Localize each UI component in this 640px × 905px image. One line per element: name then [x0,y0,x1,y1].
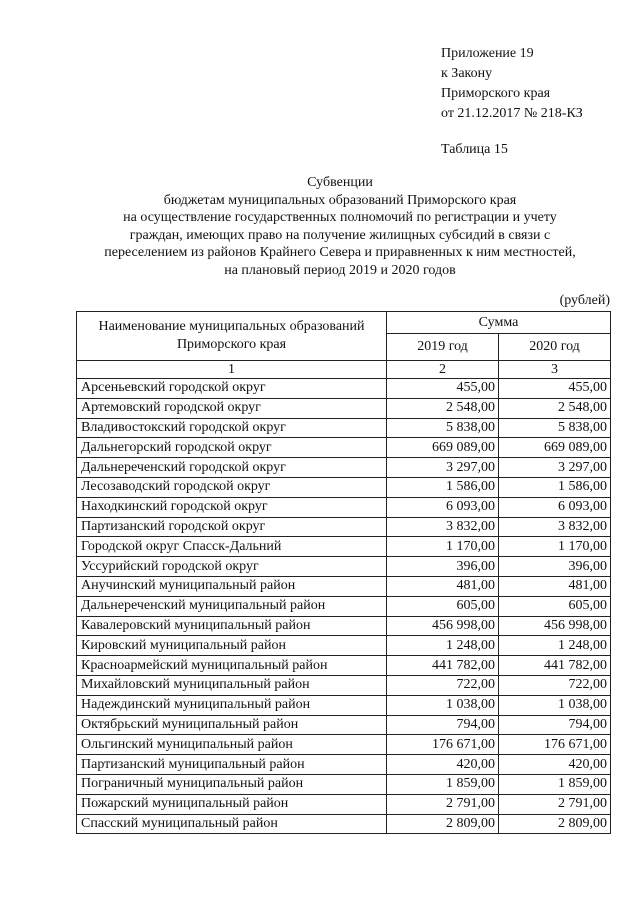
table-row [77,656,611,676]
table-row [77,497,611,517]
title-line: бюджетам муниципальных образований Приморского края [163,192,517,208]
row-2020-value: 669 089,00 [499,438,611,458]
row-2020-value: 420,00 [499,755,611,775]
table-row [77,675,611,695]
row-2020-value: 605,00 [499,596,611,616]
table-row [77,814,611,834]
table-row [77,636,611,656]
appendix-line: к Закону [441,66,493,81]
row-name: Кавалеровский муниципальный район [77,616,387,636]
row-name: Находкинский городской округ [77,497,387,517]
row-name: Уссурийский городской округ [77,557,387,577]
row-2020-value: 5 838,00 [499,418,611,438]
row-2020-value: 794,00 [499,715,611,735]
row-2020-value: 396,00 [499,557,611,577]
row-2020-value: 1 248,00 [499,636,611,656]
header-name-line2: Приморского края [176,337,287,352]
row-2019-value: 669 089,00 [387,438,499,458]
row-2019-value: 794,00 [387,715,499,735]
row-2020-value: 1 586,00 [499,477,611,497]
appendix-line: Приложение 19 [441,46,534,61]
table-row [77,715,611,735]
row-name: Лесозаводский городской округ [77,477,387,497]
row-2019-value: 6 093,00 [387,497,499,517]
table-row [77,755,611,775]
row-name: Ольгинский муниципальный район [77,735,387,755]
table-row [77,438,611,458]
appendix-block [441,44,583,124]
table-body [77,379,611,834]
header-sum: Сумма [387,312,611,334]
row-2020-value: 2 791,00 [499,794,611,814]
row-name: Дальнегорский городской округ [77,438,387,458]
header-name [77,312,387,361]
table-row [77,557,611,577]
title-line: переселением из районов Крайнего Севера и приравненных к ним местностей, [104,245,576,260]
row-name: Спасский муниципальный район [77,814,387,834]
row-2020-value: 1 038,00 [499,695,611,715]
row-2019-value: 441 782,00 [387,656,499,676]
row-2019-value: 3 832,00 [387,517,499,537]
row-name: Надеждинский муниципальный район [77,695,387,715]
row-2020-value: 3 832,00 [499,517,611,537]
header-2019: 2019 год [387,334,499,361]
row-name: Кировский муниципальный район [77,636,387,656]
row-name: Артемовский городской округ [77,398,387,418]
row-2019-value: 5 838,00 [387,418,499,438]
row-2020-value: 455,00 [499,379,611,399]
row-name: Пограничный муниципальный район [77,774,387,794]
row-2019-value: 481,00 [387,576,499,596]
table-row [77,398,611,418]
row-2020-value: 441 782,00 [499,656,611,676]
row-2020-value: 1 170,00 [499,537,611,557]
table-row [77,379,611,399]
row-2020-value: 2 548,00 [499,398,611,418]
row-2019-value: 420,00 [387,755,499,775]
row-2019-value: 396,00 [387,557,499,577]
row-2020-value: 481,00 [499,576,611,596]
table-row [77,576,611,596]
row-name: Красноармейский муниципальный район [77,656,387,676]
title-line: Субвенции [307,175,373,190]
row-2020-value: 6 093,00 [499,497,611,517]
col-number-3: 3 [499,361,611,379]
row-2019-value: 2 809,00 [387,814,499,834]
table-row [77,794,611,814]
row-2019-value: 1 170,00 [387,537,499,557]
table-row [77,517,611,537]
row-name: Владивостокский городской округ [77,418,387,438]
row-2020-value: 176 671,00 [499,735,611,755]
row-2020-value: 456 998,00 [499,616,611,636]
table-row [77,596,611,616]
row-name: Партизанский городской округ [77,517,387,537]
row-name: Анучинский муниципальный район [77,576,387,596]
row-name: Дальнереченский городской округ [77,458,387,478]
row-name: Арсеньевский городской округ [77,379,387,399]
row-name: Партизанский муниципальный район [77,755,387,775]
table-row [77,735,611,755]
row-name: Пожарский муниципальный район [77,794,387,814]
table-row [77,695,611,715]
document-title [60,174,620,279]
col-number-2: 2 [387,361,499,379]
appendix-line: Приморского края [441,86,551,101]
row-2019-value: 456 998,00 [387,616,499,636]
table-row [77,774,611,794]
row-2020-value: 1 859,00 [499,774,611,794]
header-2020: 2020 год [499,334,611,361]
row-2019-value: 605,00 [387,596,499,616]
col-number-1: 1 [77,361,387,379]
row-name: Городской округ Спасск-Дальний [77,537,387,557]
table-row [77,458,611,478]
row-2019-value: 2 548,00 [387,398,499,418]
row-2019-value: 1 038,00 [387,695,499,715]
appendix-line: от 21.12.2017 № 218-КЗ [441,106,583,121]
row-2020-value: 3 297,00 [499,458,611,478]
row-2019-value: 3 297,00 [387,458,499,478]
row-name: Октябрьский муниципальный район [77,715,387,735]
row-2020-value: 722,00 [499,675,611,695]
title-line: граждан, имеющих право на получение жилищных субсидий в связи с [129,227,551,243]
row-2019-value: 455,00 [387,379,499,399]
row-2019-value: 2 791,00 [387,794,499,814]
row-2019-value: 1 859,00 [387,774,499,794]
row-2019-value: 1 248,00 [387,636,499,656]
table-number: Таблица 15 [441,142,508,157]
subvention-table [76,311,611,834]
table-row [77,418,611,438]
table-row [77,477,611,497]
row-name: Дальнереченский муниципальный район [77,596,387,616]
row-2019-value: 1 586,00 [387,477,499,497]
title-line: на осуществление государственных полномочий по регистрации и учету [123,210,557,225]
row-2019-value: 176 671,00 [387,735,499,755]
table-row [77,616,611,636]
header-name-line1: Наименование муниципальных образований [98,319,365,334]
title-line: на плановый период 2019 и 2020 годов [224,262,456,278]
unit-label: (рублей) [559,293,610,308]
row-2020-value: 2 809,00 [499,814,611,834]
row-2019-value: 722,00 [387,675,499,695]
row-name: Михайловский муниципальный район [77,675,387,695]
table-row [77,537,611,557]
